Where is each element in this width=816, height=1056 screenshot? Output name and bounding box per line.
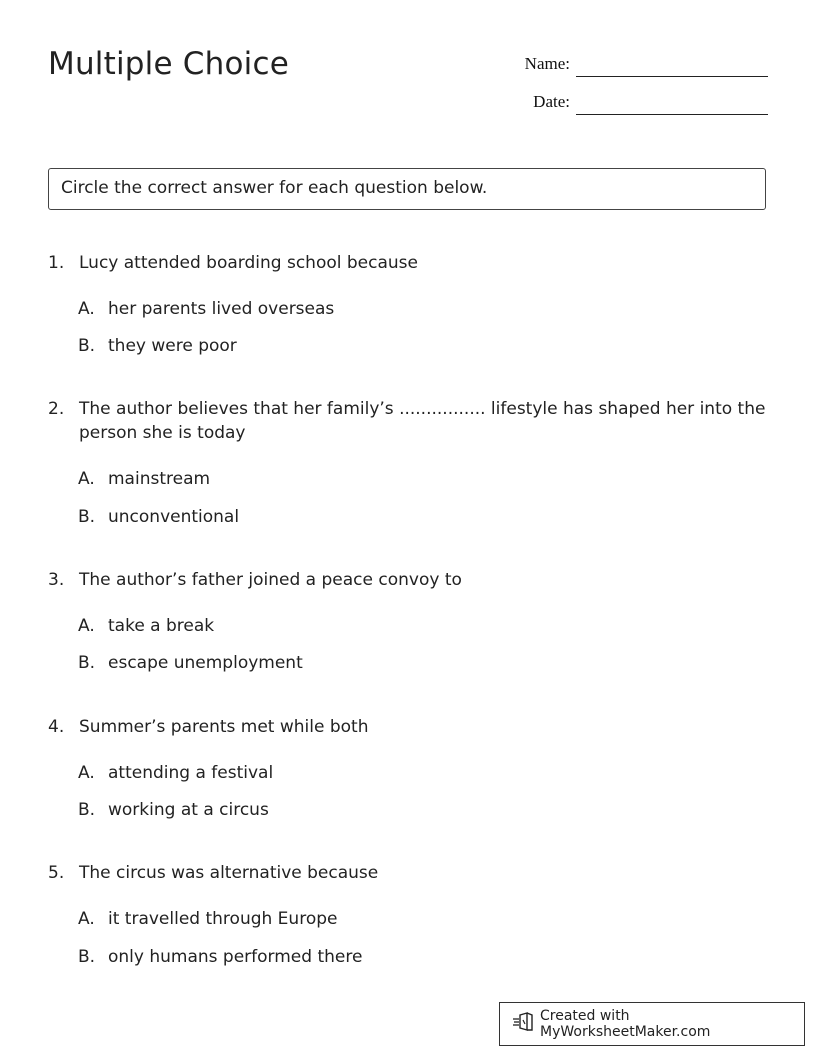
- worksheet-maker-logo-icon: [512, 1012, 540, 1036]
- option-4a[interactable]: A. attending a festival: [78, 763, 274, 783]
- option-3a[interactable]: A. take a break: [78, 616, 215, 636]
- question-number: 3.: [48, 570, 65, 590]
- page-title: Multiple Choice: [48, 46, 289, 82]
- question-text: The circus was alternative because: [79, 863, 379, 883]
- footer-text: Created with MyWorksheetMaker.com: [540, 1008, 711, 1040]
- question-2: [48, 397, 768, 445]
- question-text: The author’s father joined a peace convoy to: [79, 570, 462, 590]
- footer-badge[interactable]: [499, 1002, 805, 1046]
- question-number: 4.: [48, 717, 65, 737]
- option-5a[interactable]: A. it travelled through Europe: [78, 909, 338, 929]
- question-text: Lucy attended boarding school because: [79, 253, 418, 273]
- date-field[interactable]: [576, 114, 768, 115]
- date-label: Date:: [533, 92, 570, 111]
- question-text: Summer’s parents met while both: [79, 717, 369, 737]
- option-2b[interactable]: B. unconventional: [78, 507, 240, 527]
- option-5b[interactable]: B. only humans performed there: [78, 947, 363, 967]
- question-number: 5.: [48, 863, 65, 883]
- question-3: [48, 568, 768, 592]
- name-field[interactable]: [576, 76, 768, 77]
- option-2a[interactable]: A. mainstream: [78, 469, 211, 489]
- name-label: Name:: [524, 54, 570, 73]
- instructions-box: Circle the correct answer for each question below.: [48, 168, 766, 210]
- question-text: The author believes that her family’s ................ lifestyle has shaped her into the person she is today: [79, 399, 766, 443]
- question-4: [48, 715, 768, 739]
- option-4b[interactable]: B. working at a circus: [78, 800, 269, 820]
- question-number: 2.: [48, 399, 65, 419]
- option-1a[interactable]: A. her parents lived overseas: [78, 299, 335, 319]
- option-3b[interactable]: B. escape unemployment: [78, 653, 303, 673]
- question-5: [48, 861, 768, 885]
- option-1b[interactable]: B. they were poor: [78, 336, 237, 356]
- question-1: [48, 251, 768, 275]
- question-number: 1.: [48, 253, 65, 273]
